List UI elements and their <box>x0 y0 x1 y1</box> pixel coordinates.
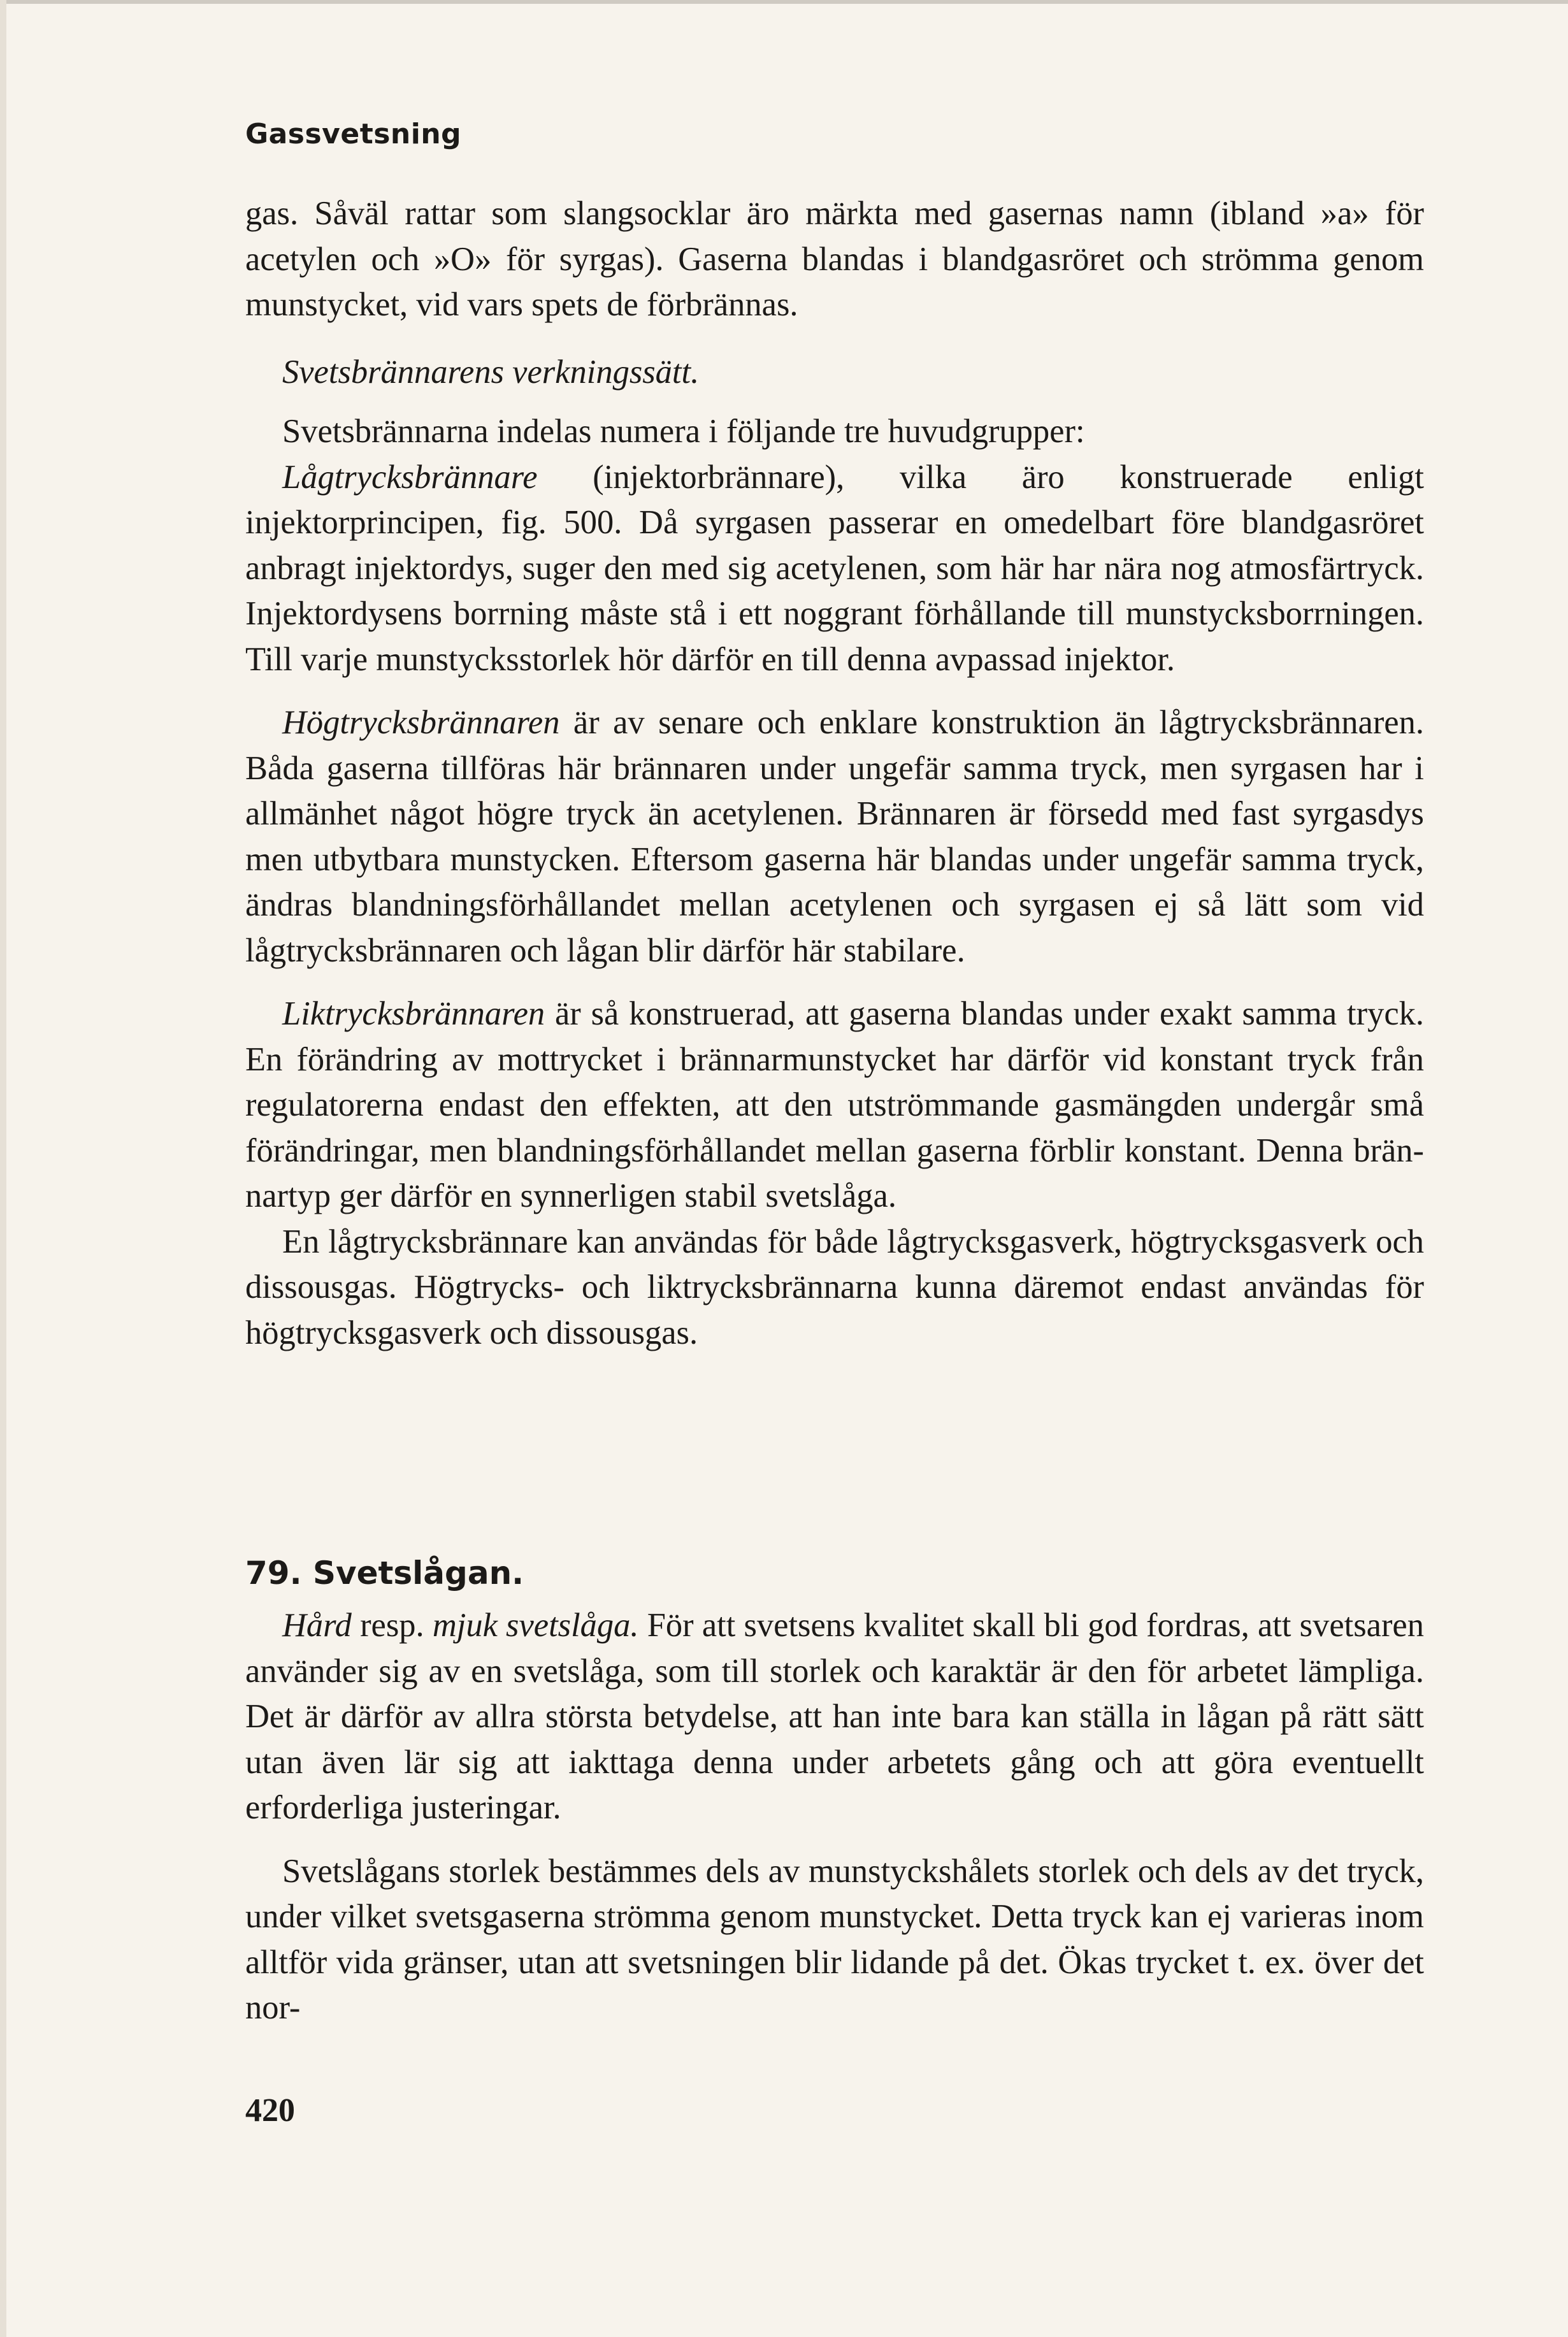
term: mjuk svetslåga. <box>432 1607 639 1644</box>
paragraph-text: är av senare och enklare konstruktion än lågtrycksbrännaren. Båda gaserna tillföras här brännaren under ungefär samma tryck, men syrgasen har i allmänhet något högre tryck än acetylenen. Brännaren är försedd med fast syrgasdys men utbytbara munstycken. Eftersom gaserna här blandas under ungefär samma tryck, ändras blandningsförhållandet mellan acetylenen och syrgasen ej så lätt som vid lågtrycksbrännaren och lågan blir därför här stabilare. <box>245 704 1424 969</box>
paragraph-text: är så konstruerad, att gaserna blandas under exakt samma tryck. En förändring av mottrycket i brännarmunstycket har därför vid konstant tryck från regulatorerna endast den effekten, att den utströmmande gasmängden undergår små förändringar, men blandningsförhållandet mellan gaserna förblir konstant. Denna brännartyp ger därför en synnerligen stabil svetslåga. <box>245 995 1424 1214</box>
term: Liktrycksbrännaren <box>282 995 545 1032</box>
page-number: 420 <box>245 2092 295 2129</box>
page-left-edge <box>0 0 6 2337</box>
paragraph: En lågtrycksbrännare kan användas för både lågtrycksgasverk, högtrycksgasverk och dissousgas. Högtrycks- och liktrycksbrännarna kunna däremot endast användas för högtrycksgasverk och dissousgas. <box>245 1223 1424 1351</box>
paragraph-text: (injektorbrännare), vilka äro konstruerade enligt injektorprincipen, fig. 500. Då syrgasen passerar en omedelbart före blandgasröret anbragt injektordys, suger den med sig acetylenen, som här har nära nog atmosfärtryck. Injektordysens borrning måste stå i ett noggrant förhållande till munstycksborrningen. Till varje munstycksstorlek hör därför en till denna avpassad injektor. <box>245 458 1424 678</box>
body-text-section <box>245 1603 1424 2031</box>
paragraph <box>245 991 1424 1219</box>
page-top-edge <box>0 0 1568 4</box>
subheading: Svetsbrännarens verkningssätt. <box>282 353 700 391</box>
paragraph: gas. Såväl rattar som slangsocklar äro märkta med gasernas namn (ibland »a» för acetylen och »O» för syrgas). Gaserna blandas i blandgasröret och strömma genom munstycket, vid vars spets de förbrännas. <box>245 195 1424 323</box>
paragraph <box>245 455 1424 683</box>
body-text-top <box>245 191 1424 1356</box>
paragraph-text: resp. <box>351 1607 433 1644</box>
section-title: 79. Svetslågan. <box>245 1555 524 1592</box>
paragraph <box>245 700 1424 974</box>
term: Högtrycksbrännaren <box>282 704 560 741</box>
running-head: Gassvetsning <box>245 118 462 150</box>
paragraph: Svetslågans storlek bestämmes dels av munstyckshålets storlek och dels av det tryck, under vilket svetsgaserna strömma genom munstycket. Detta tryck kan ej varieras inom alltför vida gränser, utan att svetsningen blir lidande på det. Ökas trycket t. ex. över det nor- <box>245 1852 1424 2026</box>
paragraph <box>245 1603 1424 1831</box>
paragraph: Svetsbrännarna indelas numera i följande tre huvudgrupper: <box>282 413 1085 450</box>
paragraph-text: För att svetsens kvalitet skall bli god fordras, att svetsaren använder sig av en svetslåga, som till storlek och karaktär är den för arbetet lämpliga. Det är därför av allra största betydelse, att han inte bara kan ställa in lågan på rätt sätt utan även lär sig att iakttaga denna under arbetets gång och att göra eventuellt erforderliga justeringar. <box>245 1607 1424 1826</box>
term: Lågtrycksbrännare <box>282 458 538 496</box>
term: Hård <box>282 1607 352 1644</box>
